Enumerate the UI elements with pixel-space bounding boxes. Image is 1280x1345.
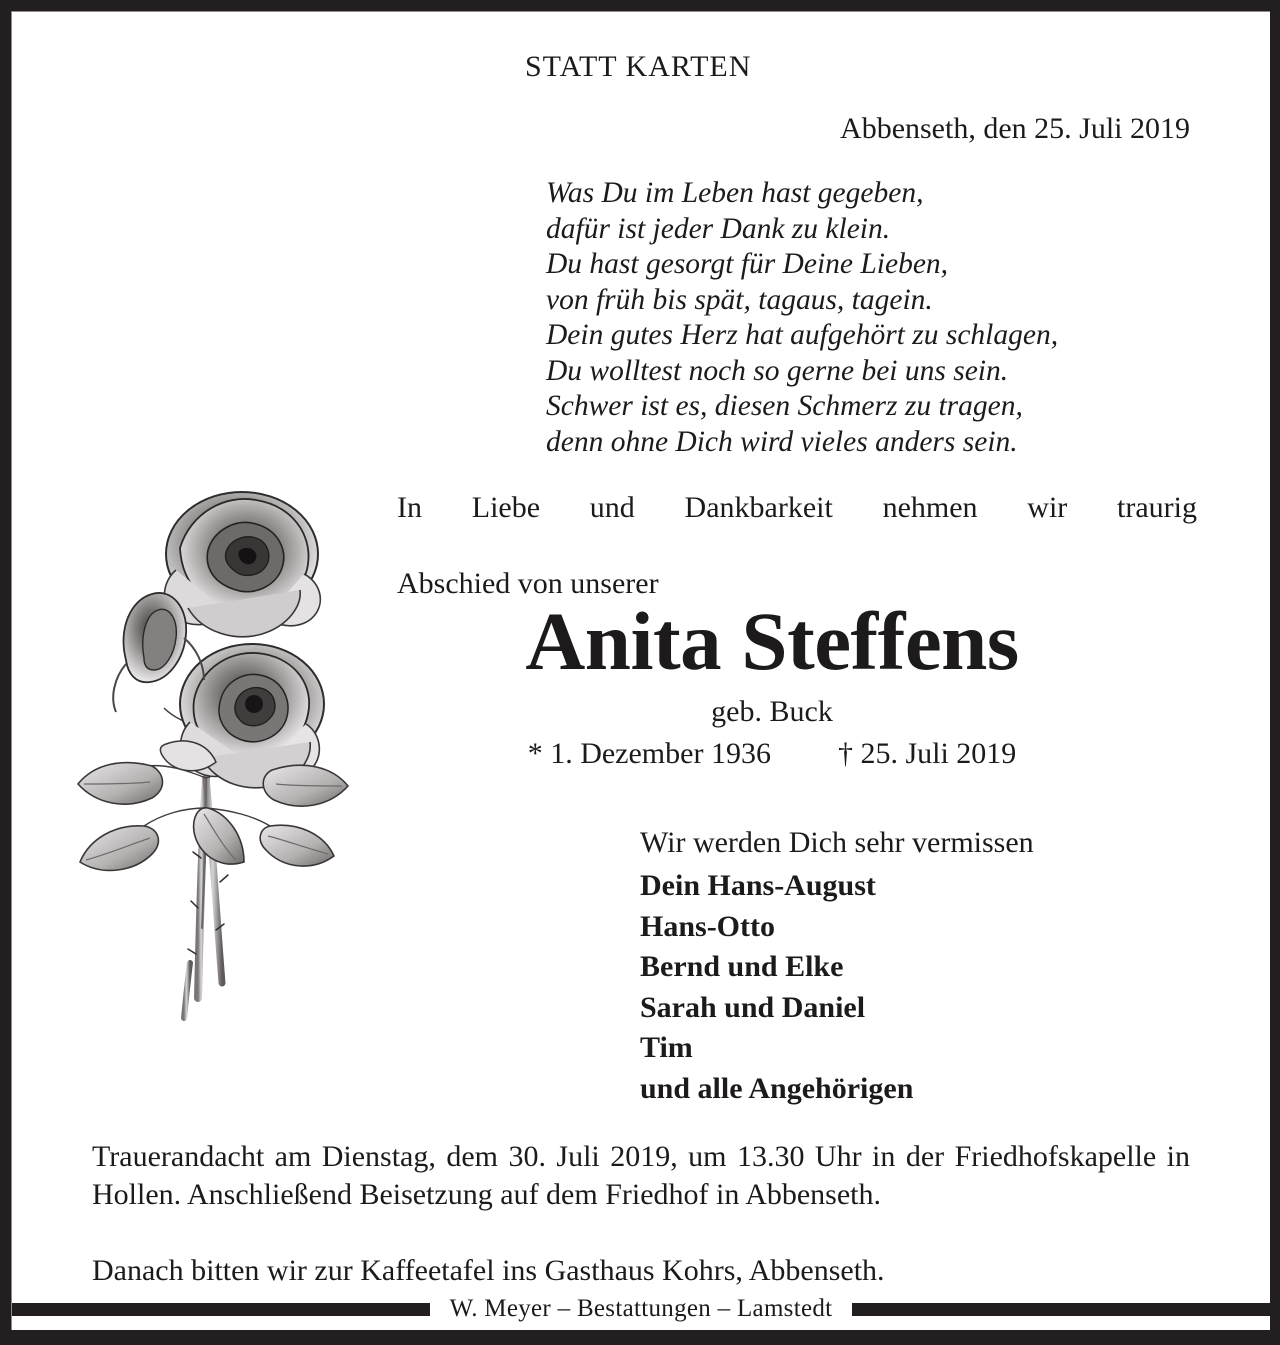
statt-karten-label: STATT KARTEN (525, 50, 752, 83)
poem-line: Du wolltest noch so gerne bei uns sein. (546, 354, 1009, 387)
poem-line: dafür ist jeder Dank zu klein. (546, 212, 891, 245)
death-date: † 25. Juli 2019 (837, 737, 1017, 770)
mourning-lead: Wir werden Dich sehr vermissen (640, 826, 1034, 859)
place-and-date: Abbenseth, den 25. Juli 2019 (840, 112, 1190, 145)
memorial-poem (546, 176, 1058, 460)
poem-line: Dein gutes Herz hat aufgehört zu schlagen, (546, 319, 1059, 351)
mourner-item: Dein Hans-August (640, 869, 876, 902)
footer-rule-right (852, 1303, 1270, 1316)
farewell-intro (397, 489, 1197, 603)
mourner-item: Bernd und Elke (640, 950, 844, 983)
farewell-intro-line2: Abschied von unserer (397, 567, 659, 600)
mourner-item: Tim (640, 1031, 693, 1064)
poem-line: Was Du im Leben hast gegeben, (546, 177, 924, 209)
notice-sheet (11, 11, 1270, 1330)
rose-bouquet-icon (56, 478, 356, 1053)
funeral-home-footer (12, 1290, 1270, 1330)
mourner-item: Hans-Otto (640, 909, 775, 943)
reception-info: Danach bitten wir zur Kaffeetafel ins Gasthaus Kohrs, Abbenseth. (92, 1254, 885, 1287)
footer-rule-left (12, 1303, 430, 1316)
life-dates (342, 734, 1202, 774)
deceased-name-block (342, 594, 1202, 774)
mourner-item: Sarah und Daniel (640, 990, 866, 1024)
mourners-block (640, 820, 1034, 1109)
farewell-intro-line1: In Liebe und Dankbarkeit nehmen wir traurig (397, 491, 1197, 524)
poem-line: Du hast gesorgt für Deine Lieben, (546, 248, 949, 280)
mourner-item: und alle Angehörigen (640, 1071, 914, 1105)
birth-date: * 1. Dezember 1936 (527, 737, 771, 770)
rose-bloom-upper (164, 492, 320, 637)
deceased-name: Anita Steffens (525, 595, 1019, 687)
rose-illustration (56, 478, 356, 1053)
poem-line: denn ohne Dich wird vieles anders sein. (546, 425, 1018, 458)
poem-line: von früh bis spät, tagaus, tagein. (546, 283, 933, 316)
poem-line: Schwer ist es, diesen Schmerz zu tragen, (546, 390, 1023, 422)
service-info: Trauerandacht am Dienstag, dem 30. Juli 2019, um 13.30 Uhr in der Friedhofskapelle in Hollen. Anschließend Beisetzung auf dem Friedhof in Abbenseth. (92, 1140, 1190, 1211)
maiden-name: geb. Buck (711, 695, 833, 728)
funeral-home-name: W. Meyer – Bestattungen – Lamstedt (449, 1295, 833, 1322)
